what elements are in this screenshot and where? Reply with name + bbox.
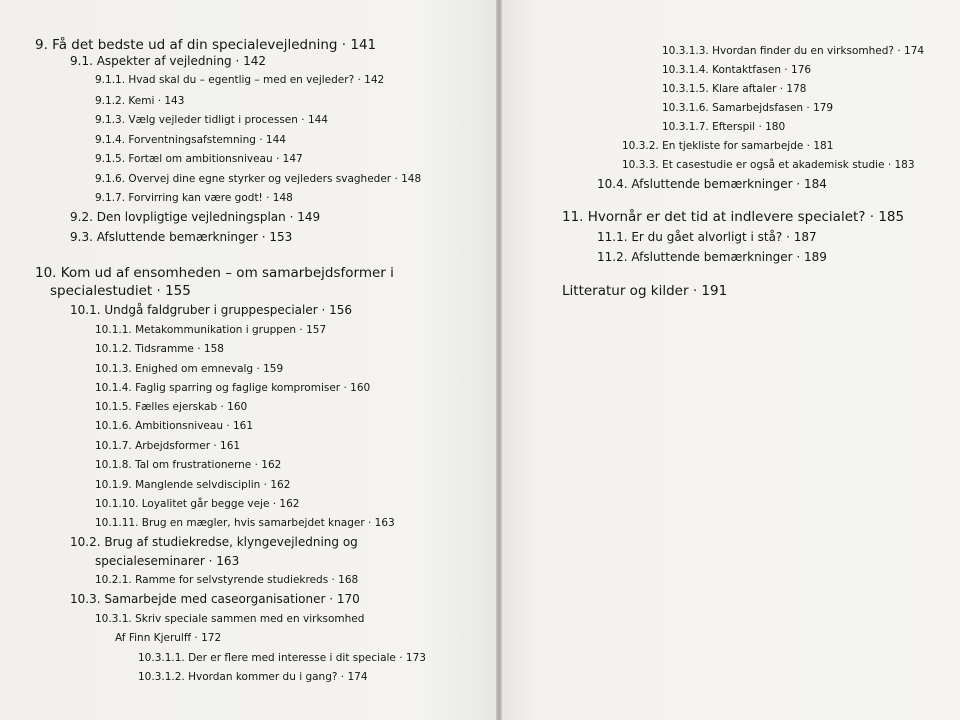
toc-entry-subsubsection: 10.3.1.6. Samarbejdsfasen · 179 xyxy=(662,102,834,114)
toc-entry-section: 10.2. Brug af studiekredse, klyngevejledning og xyxy=(70,535,358,549)
toc-entry-subsection: 9.1.5. Fortæl om ambitionsniveau · 147 xyxy=(95,153,303,165)
toc-entry-section: 11.1. Er du gået alvorligt i stå? · 187 xyxy=(597,230,817,244)
toc-entry-back-matter: Litteratur og kilder · 191 xyxy=(562,283,728,299)
toc-entry-section: 10.4. Afsluttende bemærkninger · 184 xyxy=(597,177,827,191)
toc-entry-section: 9.2. Den lovpligtige vejledningsplan · 149 xyxy=(70,210,321,224)
toc-entry-subsection: 10.1.11. Brug en mægler, hvis samarbejdet knager · 163 xyxy=(95,517,395,529)
toc-entry-subsection: 10.1.7. Arbejdsformer · 161 xyxy=(95,440,241,452)
toc-entry-subsection-continued: Af Finn Kjerulff · 172 xyxy=(115,632,222,644)
toc-entry-subsection: 10.1.8. Tal om frustrationerne · 162 xyxy=(95,459,282,471)
toc-entry-chapter-continued: specialestudiet · 155 xyxy=(50,283,191,299)
toc-entry-subsubsection: 10.3.1.5. Klare aftaler · 178 xyxy=(662,83,807,95)
toc-entry-section: 10.3. Samarbejde med caseorganisationer · 170 xyxy=(70,592,360,606)
toc-entry-section: 10.1. Undgå faldgruber i gruppespecialer · 156 xyxy=(70,303,353,317)
toc-entry-subsection: 10.3.3. Et casestudie er også et akademisk studie · 183 xyxy=(622,159,915,171)
toc-entry-chapter: 9. Få det bedste ud af din specialevejledning · 141 xyxy=(35,37,377,53)
toc-entry-subsection: 9.1.7. Forvirring kan være godt! · 148 xyxy=(95,192,293,204)
toc-entry-chapter: 10. Kom ud af ensomheden – om samarbejdsformer i xyxy=(35,265,394,281)
toc-entry-subsection: 9.1.4. Forventningsafstemning · 144 xyxy=(95,134,286,146)
toc-entry-subsection: 9.1.2. Kemi · 143 xyxy=(95,95,185,107)
right-page xyxy=(502,0,960,720)
toc-entry-subsection: 10.1.9. Manglende selvdisciplin · 162 xyxy=(95,479,291,491)
toc-entry-subsection: 9.1.3. Vælg vejleder tidligt i processen · 144 xyxy=(95,114,328,126)
toc-entry-section-continued: specialeseminarer · 163 xyxy=(95,554,240,568)
toc-entry-section: 9.3. Afsluttende bemærkninger · 153 xyxy=(70,230,293,244)
toc-entry-subsubsection: 10.3.1.1. Der er flere med interesse i dit speciale · 173 xyxy=(138,652,426,664)
toc-entry-subsection: 10.3.2. En tjekliste for samarbejde · 181 xyxy=(622,140,834,152)
toc-entry-subsubsection: 10.3.1.2. Hvordan kommer du i gang? · 174 xyxy=(138,671,368,683)
toc-entry-subsection: 10.1.6. Ambitionsniveau · 161 xyxy=(95,420,254,432)
toc-entry-subsubsection: 10.3.1.4. Kontaktfasen · 176 xyxy=(662,64,812,76)
toc-entry-subsubsection: 10.3.1.3. Hvordan finder du en virksomhed? · 174 xyxy=(662,45,925,57)
toc-entry-subsection: 10.1.3. Enighed om emnevalg · 159 xyxy=(95,363,284,375)
toc-entry-subsubsection: 10.3.1.7. Efterspil · 180 xyxy=(662,121,786,133)
toc-entry-subsection: 10.2.1. Ramme for selvstyrende studiekreds · 168 xyxy=(95,574,359,586)
toc-entry-subsection: 10.1.10. Loyalitet går begge veje · 162 xyxy=(95,498,300,510)
toc-entry-subsection: 10.1.4. Faglig sparring og faglige kompromiser · 160 xyxy=(95,382,371,394)
toc-entry-section: 11.2. Afsluttende bemærkninger · 189 xyxy=(597,250,827,264)
toc-entry-subsection: 10.1.1. Metakommunikation i gruppen · 157 xyxy=(95,324,327,336)
toc-entry-chapter: 11. Hvornår er det tid at indlevere specialet? · 185 xyxy=(562,209,905,225)
toc-entry-subsection: 10.1.2. Tidsramme · 158 xyxy=(95,343,224,355)
toc-entry-subsection: 9.1.1. Hvad skal du – egentlig – med en vejleder? · 142 xyxy=(95,74,385,86)
toc-entry-section: 9.1. Aspekter af vejledning · 142 xyxy=(70,54,267,68)
toc-right xyxy=(502,0,960,720)
toc-entry-subsection: 10.3.1. Skriv speciale sammen med en virksomhed xyxy=(95,613,365,625)
toc-entry-subsection: 9.1.6. Overvej dine egne styrker og vejleders svagheder · 148 xyxy=(95,173,422,185)
toc-entry-subsection: 10.1.5. Fælles ejerskab · 160 xyxy=(95,401,248,413)
